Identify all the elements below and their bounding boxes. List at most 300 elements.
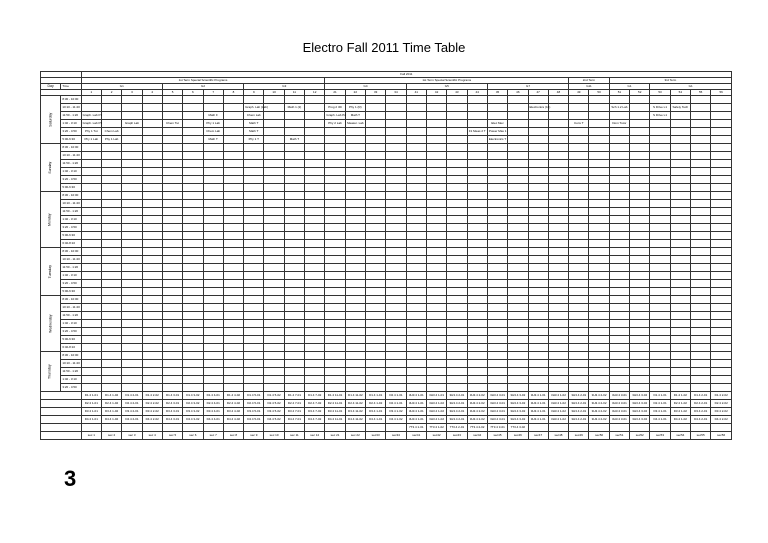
- schedule-cell: [589, 384, 609, 392]
- schedule-cell: [244, 200, 264, 208]
- schedule-cell: [386, 208, 406, 216]
- schedule-cell: [406, 304, 426, 312]
- schedule-cell: [325, 224, 345, 232]
- time-row: [41, 144, 732, 152]
- schedule-cell: [244, 168, 264, 176]
- schedule-cell: [122, 360, 142, 368]
- schedule-cell: [467, 104, 487, 112]
- schedule-cell: [101, 272, 121, 280]
- schedule-cell: [548, 208, 568, 216]
- schedule-cell: [345, 256, 365, 264]
- room-code: D2.4 2-01: [122, 400, 142, 408]
- schedule-cell: [528, 176, 548, 184]
- schedule-cell: [305, 296, 325, 304]
- schedule-cell: [711, 200, 732, 208]
- time-slot: 1:40 - 3:10: [61, 320, 81, 328]
- room-code: D2.4 7-02: [305, 400, 325, 408]
- room-code: 3H3.4 2-02: [467, 408, 487, 416]
- room-code: sec 10: [264, 432, 284, 440]
- room-code: sec44: [467, 432, 487, 440]
- schedule-cell: [589, 160, 609, 168]
- schedule-cell: [366, 352, 386, 360]
- room-code: 3H3.4 1-01: [528, 400, 548, 408]
- time-slot: 11:50 - 1:20: [61, 112, 81, 120]
- schedule-cell: [386, 104, 406, 112]
- schedule-cell: [81, 384, 101, 392]
- schedule-cell: [101, 200, 121, 208]
- schedule-cell: [386, 224, 406, 232]
- schedule-cell: [101, 104, 121, 112]
- room-code: D2.4 1-02: [101, 400, 121, 408]
- schedule-cell: [345, 248, 365, 256]
- schedule-cell: Phy 1 Lab: [203, 120, 223, 128]
- schedule-cell: [630, 120, 650, 128]
- footer-row: [41, 432, 732, 440]
- schedule-cell: [284, 264, 304, 272]
- schedule-cell: [406, 296, 426, 304]
- schedule-cell: [81, 144, 101, 152]
- schedule-cell: [122, 376, 142, 384]
- schedule-cell: [467, 176, 487, 184]
- room-code: D3.4 5-02: [264, 408, 284, 416]
- section-number: 55: [691, 90, 711, 96]
- schedule-cell: [406, 232, 426, 240]
- room-code: D2.4 1-01: [81, 400, 101, 408]
- room-code: sec 21: [325, 432, 345, 440]
- schedule-cell: [569, 184, 589, 192]
- schedule-cell: [183, 280, 203, 288]
- section-number: 33: [366, 90, 386, 96]
- schedule-cell: [650, 96, 670, 104]
- schedule-cell: [548, 368, 568, 376]
- room-code: sec 6: [183, 432, 203, 440]
- schedule-cell: [101, 312, 121, 320]
- schedule-cell: [609, 352, 629, 360]
- room-code: [142, 424, 162, 432]
- schedule-cell: [264, 328, 284, 336]
- schedule-cell: [650, 120, 670, 128]
- schedule-cell: [223, 384, 243, 392]
- section-number: 12: [305, 90, 325, 96]
- schedule-cell: [264, 208, 284, 216]
- room-code: 3H3.4 3-01: [609, 408, 629, 416]
- schedule-cell: [447, 216, 467, 224]
- schedule-cell: [609, 184, 629, 192]
- schedule-cell: [630, 312, 650, 320]
- schedule-cell: [711, 352, 732, 360]
- room-code: [569, 424, 589, 432]
- schedule-cell: [122, 96, 142, 104]
- schedule-cell: [325, 144, 345, 152]
- schedule-cell: [487, 272, 507, 280]
- schedule-cell: [305, 200, 325, 208]
- schedule-cell: [345, 232, 365, 240]
- time-row: [41, 376, 732, 384]
- schedule-cell: [548, 144, 568, 152]
- time-row: [41, 192, 732, 200]
- schedule-cell: [426, 360, 446, 368]
- schedule-cell: [264, 288, 284, 296]
- schedule-cell: [244, 304, 264, 312]
- schedule-cell: [223, 352, 243, 360]
- schedule-cell: [223, 168, 243, 176]
- schedule-cell: [244, 152, 264, 160]
- schedule-cell: [325, 96, 345, 104]
- group-header: G1: [81, 84, 162, 90]
- time-slot: 3:20 - 4:50: [61, 280, 81, 288]
- schedule-cell: [609, 312, 629, 320]
- schedule-cell: [589, 256, 609, 264]
- schedule-cell: [609, 360, 629, 368]
- time-row: [41, 112, 732, 120]
- schedule-cell: [406, 376, 426, 384]
- schedule-cell: [691, 360, 711, 368]
- schedule-cell: [508, 248, 528, 256]
- time-slot: 3:20 - 4:50: [61, 128, 81, 136]
- footer-blank: [41, 432, 82, 440]
- schedule-cell: [589, 128, 609, 136]
- schedule-cell: [366, 176, 386, 184]
- schedule-cell: [548, 104, 568, 112]
- schedule-cell: [650, 304, 670, 312]
- schedule-cell: [345, 224, 365, 232]
- room-code: D1.4 11-01: [325, 392, 345, 400]
- schedule-cell: [223, 176, 243, 184]
- schedule-cell: [264, 176, 284, 184]
- schedule-cell: [569, 96, 589, 104]
- schedule-cell: [325, 168, 345, 176]
- schedule-cell: [447, 264, 467, 272]
- schedule-cell: [325, 328, 345, 336]
- schedule-cell: [142, 200, 162, 208]
- room-code: [122, 424, 142, 432]
- time-row: [41, 272, 732, 280]
- schedule-cell: [589, 368, 609, 376]
- schedule-cell: [122, 280, 142, 288]
- schedule-cell: [264, 144, 284, 152]
- schedule-cell: [284, 328, 304, 336]
- schedule-cell: [244, 336, 264, 344]
- schedule-cell: [101, 240, 121, 248]
- schedule-cell: [569, 368, 589, 376]
- room-code: [183, 424, 203, 432]
- schedule-cell: [426, 104, 446, 112]
- schedule-cell: [345, 96, 365, 104]
- schedule-cell: [467, 192, 487, 200]
- room-code: [589, 424, 609, 432]
- schedule-cell: [487, 184, 507, 192]
- schedule-cell: [569, 136, 589, 144]
- schedule-cell: [305, 120, 325, 128]
- schedule-cell: [630, 288, 650, 296]
- schedule-cell: [630, 168, 650, 176]
- schedule-cell: [630, 240, 650, 248]
- schedule-cell: [101, 320, 121, 328]
- schedule-cell: [183, 104, 203, 112]
- schedule-cell: [487, 328, 507, 336]
- schedule-cell: [284, 384, 304, 392]
- footer-blank: [41, 424, 82, 432]
- schedule-cell: [122, 256, 142, 264]
- schedule-cell: [223, 96, 243, 104]
- schedule-cell: [203, 368, 223, 376]
- room-code: [630, 424, 650, 432]
- schedule-cell: [142, 208, 162, 216]
- schedule-cell: [101, 352, 121, 360]
- schedule-cell: [345, 264, 365, 272]
- schedule-cell: Phy 1 Tut: [81, 128, 101, 136]
- schedule-cell: [264, 224, 284, 232]
- room-code: [305, 424, 325, 432]
- schedule-cell: [386, 248, 406, 256]
- schedule-cell: [101, 328, 121, 336]
- schedule-cell: [345, 136, 365, 144]
- schedule-cell: [691, 104, 711, 112]
- schedule-cell: [528, 304, 548, 312]
- program-header: 3rd Term: [609, 78, 731, 84]
- schedule-cell: [366, 328, 386, 336]
- schedule-cell: [122, 184, 142, 192]
- schedule-cell: [691, 280, 711, 288]
- time-slot: 10:10 - 11:40: [61, 304, 81, 312]
- schedule-cell: [203, 104, 223, 112]
- schedule-cell: [528, 288, 548, 296]
- schedule-cell: [528, 160, 548, 168]
- schedule-cell: [630, 104, 650, 112]
- schedule-cell: [650, 256, 670, 264]
- time-slot: 6:40-8:10: [61, 240, 81, 248]
- schedule-cell: [670, 176, 690, 184]
- schedule-cell: [589, 120, 609, 128]
- schedule-cell: [386, 96, 406, 104]
- schedule-cell: [162, 360, 182, 368]
- schedule-cell: [609, 152, 629, 160]
- schedule-cell: [528, 368, 548, 376]
- schedule-cell: [244, 376, 264, 384]
- schedule-cell: [203, 248, 223, 256]
- schedule-cell: [183, 360, 203, 368]
- schedule-cell: [203, 296, 223, 304]
- section-number: 3: [122, 90, 142, 96]
- schedule-cell: [203, 376, 223, 384]
- schedule-cell: [711, 344, 732, 352]
- schedule-cell: [426, 176, 446, 184]
- schedule-cell: [528, 320, 548, 328]
- schedule-cell: [366, 280, 386, 288]
- schedule-cell: [122, 320, 142, 328]
- schedule-cell: [325, 320, 345, 328]
- schedule-cell: [101, 176, 121, 184]
- room-code: 3H3.4 2-01: [569, 408, 589, 416]
- schedule-cell: [569, 264, 589, 272]
- schedule-cell: [569, 312, 589, 320]
- time-slot: 10:10 - 11:40: [61, 256, 81, 264]
- schedule-cell: [223, 280, 243, 288]
- schedule-cell: [162, 368, 182, 376]
- room-code: 3H3.4 1-02: [426, 416, 446, 424]
- schedule-cell: [101, 256, 121, 264]
- schedule-cell: [305, 136, 325, 144]
- schedule-cell: [244, 288, 264, 296]
- schedule-cell: [569, 320, 589, 328]
- schedule-cell: [101, 344, 121, 352]
- schedule-cell: [203, 288, 223, 296]
- time-slot: 6:40-8:10: [61, 344, 81, 352]
- schedule-cell: [609, 96, 629, 104]
- schedule-cell: [406, 336, 426, 344]
- schedule-cell: [142, 264, 162, 272]
- schedule-cell: [711, 256, 732, 264]
- schedule-cell: [467, 368, 487, 376]
- room-code: 3H3.4 3-02: [630, 416, 650, 424]
- schedule-cell: [244, 232, 264, 240]
- schedule-cell: [142, 344, 162, 352]
- schedule-cell: [284, 200, 304, 208]
- schedule-cell: [284, 168, 304, 176]
- schedule-cell: [244, 264, 264, 272]
- schedule-cell: [264, 152, 284, 160]
- schedule-cell: [589, 96, 609, 104]
- schedule-cell: [569, 376, 589, 384]
- room-code: [244, 424, 264, 432]
- schedule-cell: [589, 216, 609, 224]
- schedule-cell: [467, 296, 487, 304]
- schedule-cell: [264, 200, 284, 208]
- schedule-cell: [447, 328, 467, 336]
- schedule-cell: [305, 184, 325, 192]
- time-slot: 11:50 - 1:20: [61, 160, 81, 168]
- schedule-cell: [122, 352, 142, 360]
- schedule-cell: [386, 368, 406, 376]
- schedule-cell: [162, 320, 182, 328]
- schedule-cell: [528, 184, 548, 192]
- schedule-cell: [589, 280, 609, 288]
- schedule-cell: [589, 352, 609, 360]
- schedule-cell: [101, 224, 121, 232]
- schedule-cell: [447, 336, 467, 344]
- room-code: D3.4 11-02: [345, 408, 365, 416]
- schedule-cell: [487, 240, 507, 248]
- schedule-cell: [305, 192, 325, 200]
- schedule-cell: [325, 152, 345, 160]
- room-code: 3H3.4 1-02: [548, 392, 568, 400]
- schedule-cell: [508, 144, 528, 152]
- schedule-cell: [426, 152, 446, 160]
- schedule-cell: [426, 320, 446, 328]
- schedule-cell: [467, 136, 487, 144]
- schedule-cell: [670, 96, 690, 104]
- schedule-cell: Math T: [244, 120, 264, 128]
- schedule-cell: [406, 192, 426, 200]
- section-number: 5: [162, 90, 182, 96]
- room-code: 3H3.4 2-01: [447, 392, 467, 400]
- schedule-cell: [548, 160, 568, 168]
- schedule-cell: Sch 1.2 Lab: [609, 104, 629, 112]
- schedule-cell: [711, 136, 732, 144]
- schedule-cell: [101, 112, 121, 120]
- schedule-cell: [691, 176, 711, 184]
- room-code: D3.4 1-02: [101, 408, 121, 416]
- schedule-cell: [386, 192, 406, 200]
- schedule-cell: [447, 304, 467, 312]
- schedule-cell: [650, 288, 670, 296]
- schedule-cell: [630, 264, 650, 272]
- program-header: 2nd Term: [569, 78, 610, 84]
- schedule-cell: [325, 176, 345, 184]
- room-code: 3H3.4 2-01: [569, 400, 589, 408]
- schedule-cell: [447, 232, 467, 240]
- schedule-cell: [406, 320, 426, 328]
- schedule-cell: [711, 280, 732, 288]
- timetable-sheet: [40, 71, 732, 484]
- schedule-cell: [305, 304, 325, 312]
- schedule-cell: [630, 200, 650, 208]
- schedule-cell: [183, 312, 203, 320]
- schedule-cell: [670, 120, 690, 128]
- schedule-cell: [691, 320, 711, 328]
- schedule-cell: [183, 136, 203, 144]
- room-code: D4.4 4-01: [203, 416, 223, 424]
- schedule-cell: [203, 360, 223, 368]
- schedule-cell: [447, 288, 467, 296]
- schedule-cell: [162, 344, 182, 352]
- schedule-cell: [284, 112, 304, 120]
- schedule-cell: [528, 192, 548, 200]
- schedule-cell: [508, 240, 528, 248]
- schedule-cell: [528, 384, 548, 392]
- room-code: 3H3.4 1-01: [426, 392, 446, 400]
- room-code: D1.4 4-01: [203, 392, 223, 400]
- schedule-cell: [386, 288, 406, 296]
- schedule-cell: [162, 256, 182, 264]
- schedule-cell: [609, 208, 629, 216]
- schedule-cell: [142, 104, 162, 112]
- schedule-cell: [569, 200, 589, 208]
- schedule-cell: [447, 240, 467, 248]
- schedule-cell: [386, 272, 406, 280]
- schedule-cell: [325, 264, 345, 272]
- schedule-cell: [223, 144, 243, 152]
- schedule-cell: [670, 232, 690, 240]
- schedule-cell: [609, 168, 629, 176]
- schedule-cell: [81, 248, 101, 256]
- schedule-cell: [223, 104, 243, 112]
- schedule-cell: [691, 296, 711, 304]
- schedule-cell: [711, 240, 732, 248]
- schedule-cell: [81, 336, 101, 344]
- schedule-cell: [183, 256, 203, 264]
- schedule-cell: [264, 248, 284, 256]
- schedule-cell: [711, 272, 732, 280]
- room-code: D3.4 7-02: [305, 408, 325, 416]
- schedule-cell: [122, 264, 142, 272]
- schedule-cell: [711, 112, 732, 120]
- schedule-cell: [447, 104, 467, 112]
- schedule-cell: [609, 144, 629, 152]
- room-code: D4.4 5-01: [244, 416, 264, 424]
- day-label: [41, 296, 61, 352]
- schedule-cell: [426, 112, 446, 120]
- schedule-cell: [691, 144, 711, 152]
- room-code: sec42: [426, 432, 446, 440]
- schedule-cell: [447, 248, 467, 256]
- room-code: sec45: [487, 432, 507, 440]
- schedule-cell: [223, 208, 243, 216]
- schedule-cell: [244, 208, 264, 216]
- schedule-cell: [223, 152, 243, 160]
- schedule-cell: [162, 296, 182, 304]
- schedule-cell: [81, 208, 101, 216]
